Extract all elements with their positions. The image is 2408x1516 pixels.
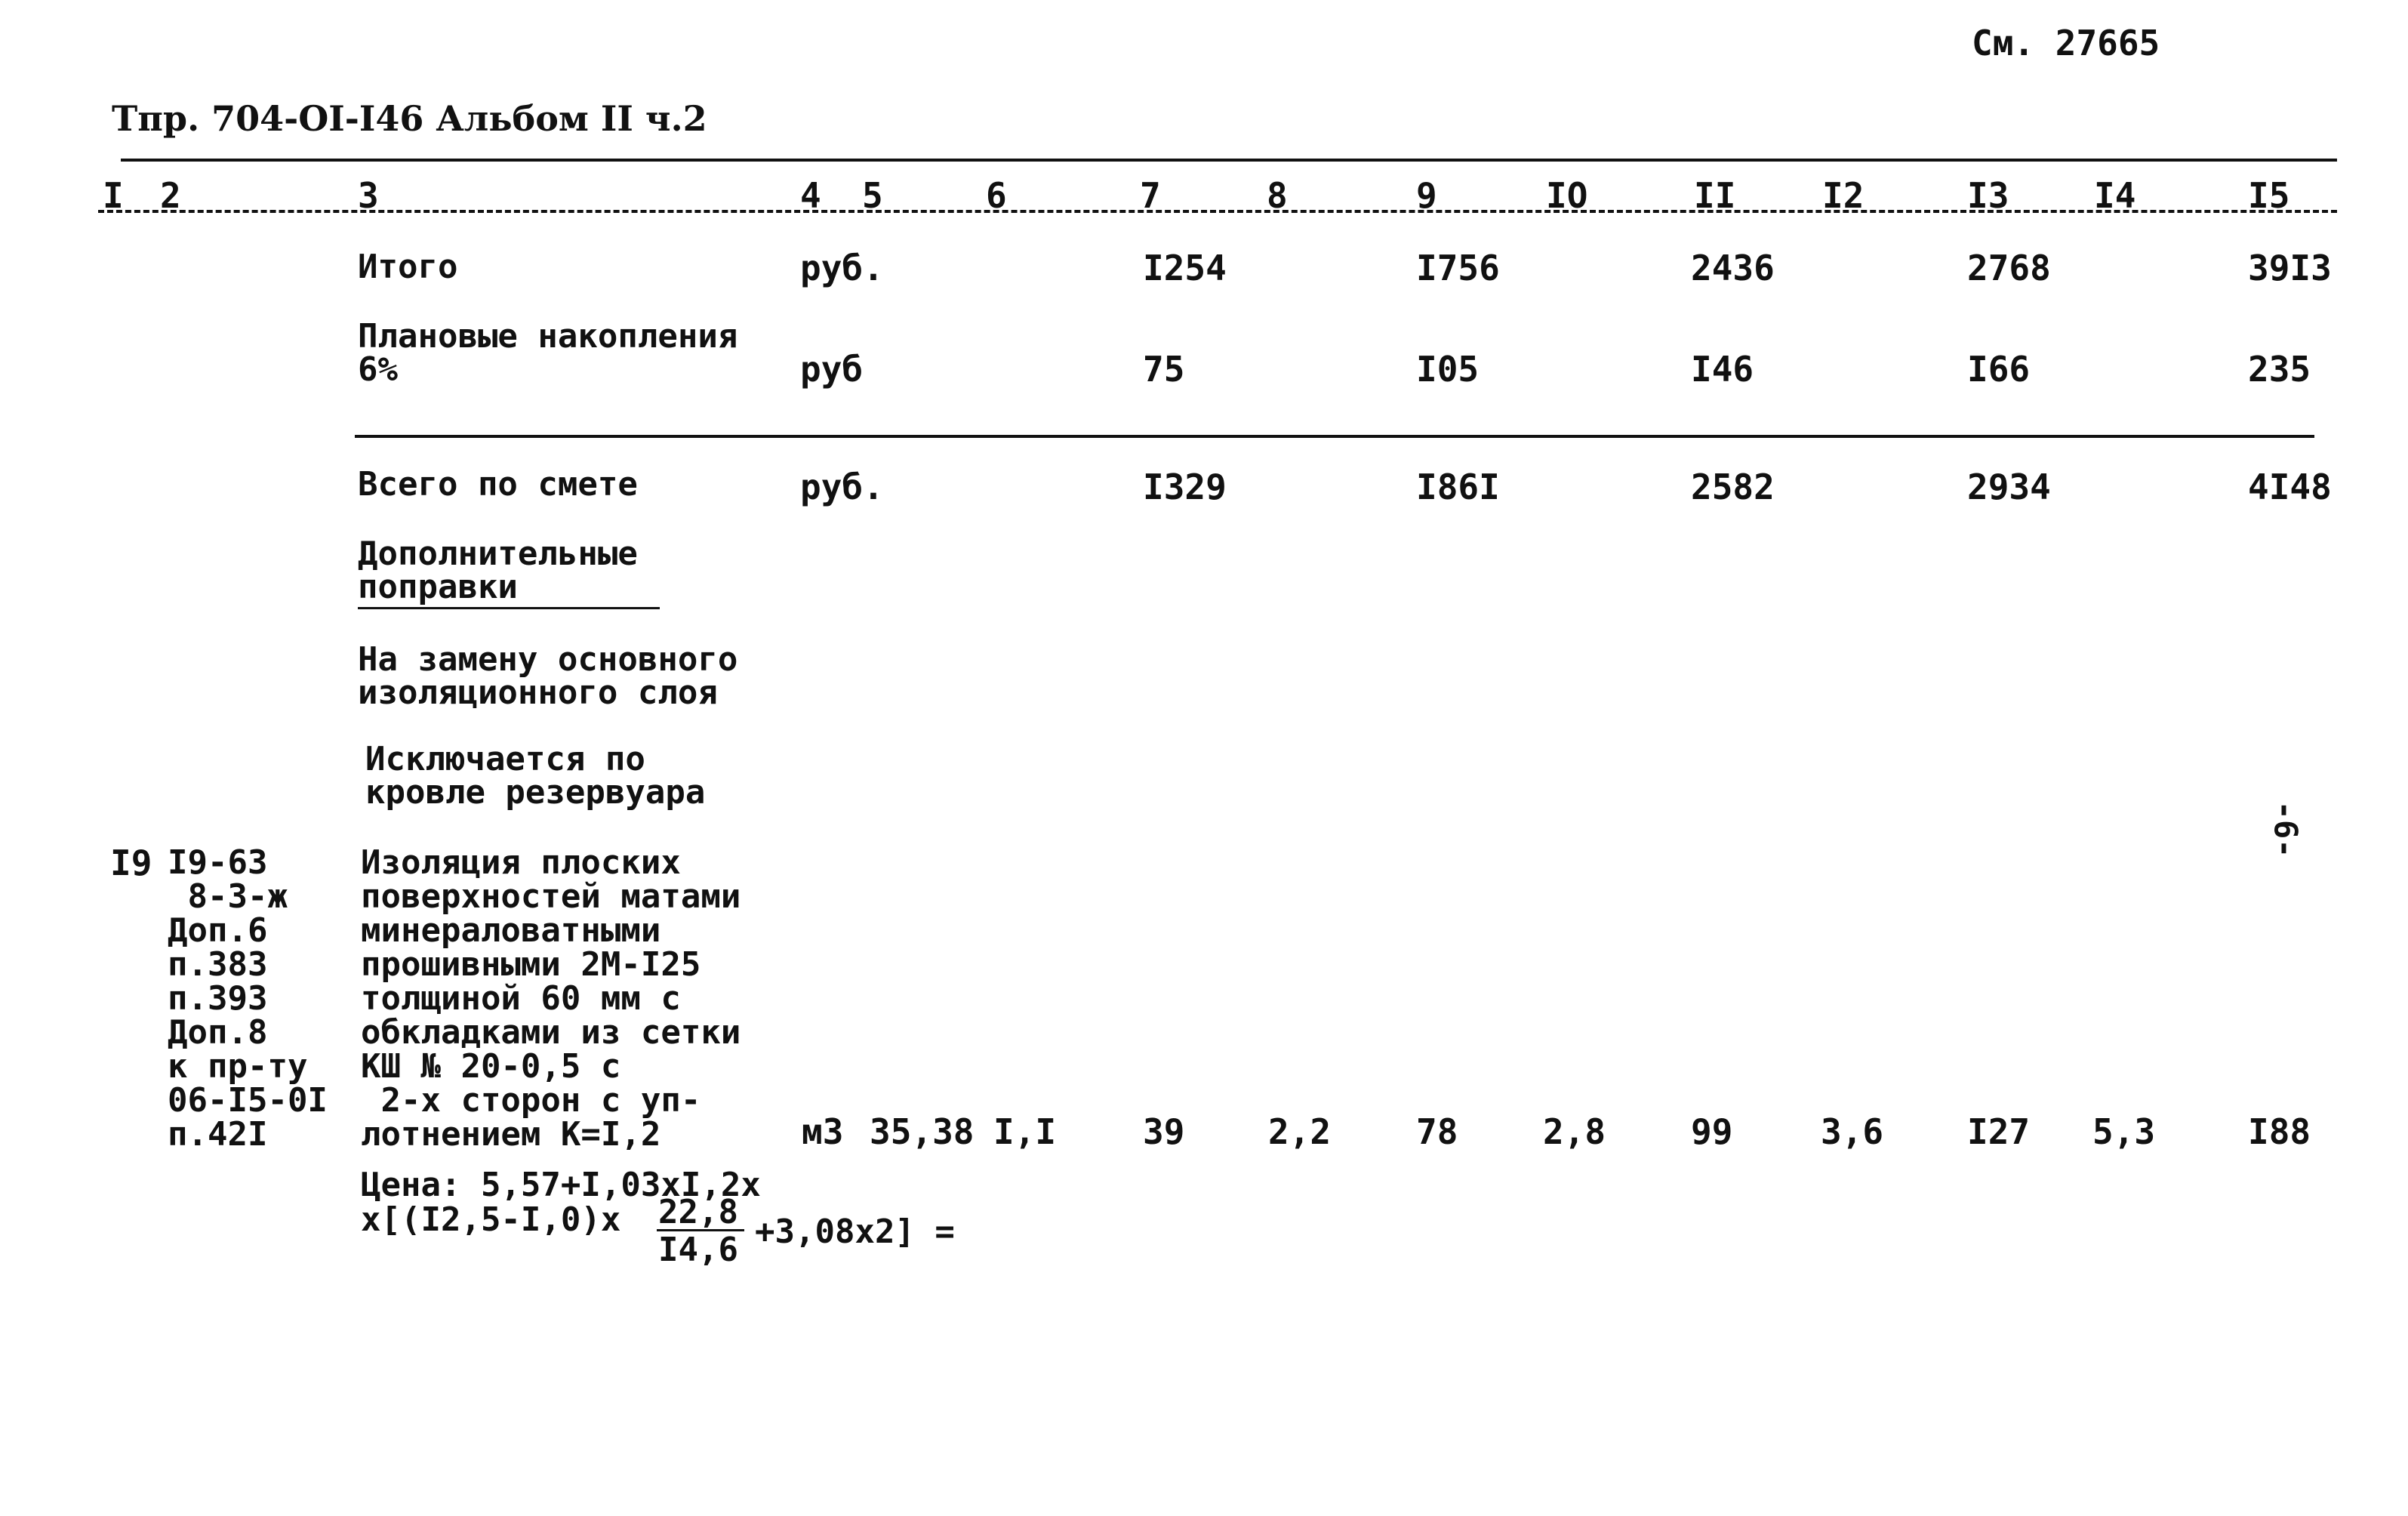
row-itogo-col15: 39I3 [2248, 248, 2332, 288]
row-itogo-label: Итого [358, 248, 458, 286]
price-formula-line1: Цена: 5,57+I,03хI,2х [361, 1166, 761, 1204]
column-number-2: 2 [160, 175, 181, 216]
row-planovye-col13: I66 [1967, 349, 2031, 390]
document-reference: См. 27665 [1972, 23, 2160, 63]
item-19-col12: 3,6 [1821, 1111, 1884, 1152]
row-vsego-unit: руб. [800, 467, 884, 507]
column-number-7: 7 [1140, 175, 1161, 216]
price-formula-line2-start: х[(I2,5-I,0)х [361, 1200, 621, 1239]
column-number-15: I5 [2248, 175, 2290, 216]
row-vsego-col13: 2934 [1967, 467, 2051, 507]
item-19-codes: I9-63 8-3-ж Доп.6 п.383 п.393 Доп.8 к пр-ту 06-I5-0I п.42I [168, 843, 328, 1154]
price-formula-line2-end: +3,08х2] = [755, 1212, 955, 1251]
row-planovye-unit: руб [800, 349, 864, 390]
item-19-col11: 99 [1691, 1111, 1733, 1152]
item-19-quantity: 35,38 [870, 1111, 975, 1152]
row-planovye-col11: I46 [1691, 349, 1754, 390]
item-19-col6: I,I [993, 1111, 1057, 1152]
item-19-unit: м3 [802, 1111, 844, 1152]
additional-corrections-heading: Дополнительные поправки [358, 535, 638, 606]
album-title: Тпр. 704-OI-I46 Альбом II ч.2 [112, 98, 707, 139]
column-number-14: I4 [2094, 175, 2136, 216]
column-number-9: 9 [1416, 175, 1437, 216]
item-19-col14: 5,3 [2092, 1111, 2156, 1152]
price-formula-fraction-numerator: 22,8 [658, 1193, 738, 1231]
item-19-col13: I27 [1967, 1111, 2031, 1152]
item-19-col8: 2,2 [1268, 1111, 1332, 1152]
column-number-3: 3 [358, 175, 379, 216]
item-19-number: I9 [110, 843, 152, 883]
column-number-5: 5 [862, 175, 883, 216]
row-planovye-col15: 235 [2248, 349, 2311, 390]
item-19-col9: 78 [1416, 1111, 1458, 1152]
row-itogo-col13: 2768 [1967, 248, 2051, 288]
row-vsego-col11: 2582 [1691, 467, 1775, 507]
column-number-8: 8 [1267, 175, 1288, 216]
replacement-heading: На замену основного изоляционного слоя [358, 640, 738, 712]
item-19-col15: I88 [2248, 1111, 2311, 1152]
page-number: -6- [2267, 800, 2305, 858]
row-itogo-col11: 2436 [1691, 248, 1775, 288]
row-itogo-col7: I254 [1143, 248, 1227, 288]
row-vsego-col15: 4I48 [2248, 467, 2332, 507]
total-separator-rule [355, 435, 2314, 438]
column-number-10: IO [1546, 175, 1588, 216]
column-number-13: I3 [1967, 175, 2009, 216]
row-itogo-col9: I756 [1416, 248, 1500, 288]
item-19-description: Изоляция плоских поверхностей матами минераловатными прошивными 2М-I25 толщиной 60 мм с обкладками из сетки КШ № 20-0,5 с 2-х сторон с уп- лотнением К=I,2 [361, 843, 741, 1154]
row-planovye-col9: I05 [1416, 349, 1480, 390]
row-planovye-col7: 75 [1143, 349, 1185, 390]
item-19-col7: 39 [1143, 1111, 1185, 1152]
row-vsego-label: Всего по смете [358, 465, 638, 504]
price-formula-fraction-denominator: I4,6 [658, 1231, 738, 1269]
item-19-col10: 2,8 [1543, 1111, 1606, 1152]
column-number-1: I [103, 175, 124, 216]
column-number-12: I2 [1822, 175, 1865, 216]
top-rule [121, 159, 2337, 162]
column-number-6: 6 [986, 175, 1007, 216]
column-number-4: 4 [800, 175, 821, 216]
row-planovye-label: Плановые накопления 6% [358, 317, 738, 389]
row-vsego-col7: I329 [1143, 467, 1227, 507]
additional-corrections-underline [358, 607, 660, 609]
row-vsego-col9: I86I [1416, 467, 1500, 507]
row-itogo-unit: руб. [800, 248, 884, 288]
column-number-11: II [1694, 175, 1736, 216]
excluded-heading: Исключается по кровле резервуара [365, 740, 706, 812]
